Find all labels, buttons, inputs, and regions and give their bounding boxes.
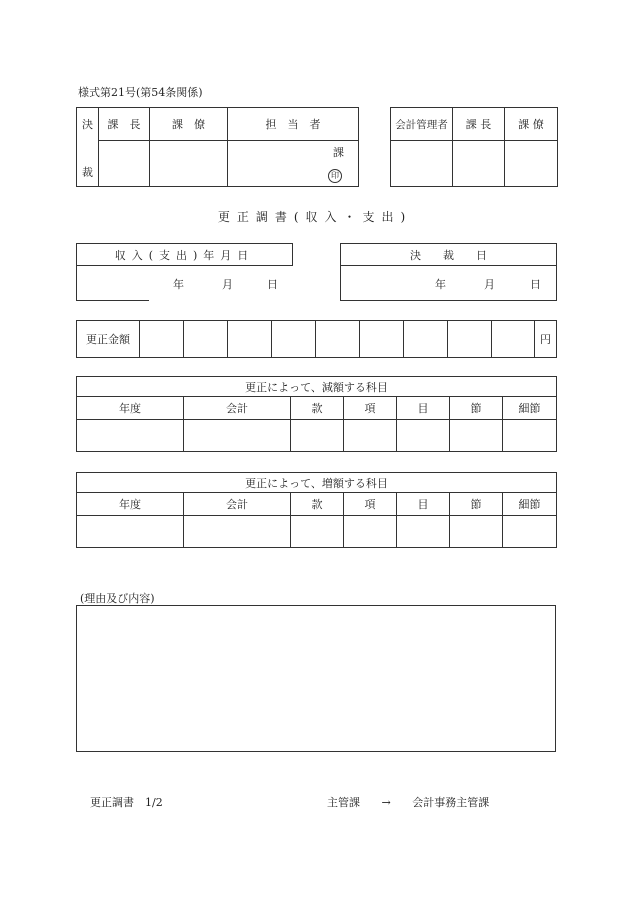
document-title: 更正調書(収入・支出): [217, 210, 413, 224]
increase-setsu-cell[interactable]: [450, 515, 503, 547]
amount-unit: 円: [535, 321, 557, 358]
year-label: 年: [173, 278, 184, 291]
col-saisetsu-header: 細節: [503, 397, 557, 419]
decrease-setsu-cell[interactable]: [450, 419, 503, 451]
amount-digit-cell[interactable]: [404, 321, 448, 358]
col-year-header: 年度: [77, 397, 184, 419]
increase-moku-cell[interactable]: [397, 515, 450, 547]
reason-textarea[interactable]: [76, 605, 556, 752]
kanrisha-header: 会計管理者: [391, 108, 453, 141]
decision-date-header: 決 裁 日: [341, 244, 557, 266]
decrease-title: 更正によって、減額する科目: [77, 377, 557, 397]
karyo-header: 課 僚: [150, 108, 228, 141]
ka-label: 課: [333, 146, 344, 159]
karyo-stamp-cell[interactable]: [150, 141, 228, 187]
col-kan-header: 款: [291, 397, 344, 419]
amount-digit-cell[interactable]: [184, 321, 228, 358]
amount-digit-cell[interactable]: [316, 321, 360, 358]
routing-to: 会計事務主管課: [412, 796, 490, 809]
decrease-kan-cell[interactable]: [291, 419, 344, 451]
increase-kan-cell[interactable]: [291, 515, 344, 547]
form-number: 様式第21号(第54条関係): [78, 86, 203, 99]
col-setsu-header: 節: [450, 493, 503, 515]
approval-table: [76, 107, 359, 187]
amount-label: 更正金額: [77, 321, 140, 358]
seal-icon: 印: [328, 169, 342, 183]
receipt-date-table: [76, 243, 293, 301]
receipt-date-cell[interactable]: [77, 266, 278, 301]
decision-date-cell[interactable]: [341, 266, 557, 301]
karyo2-header: 課 僚: [505, 108, 558, 141]
decision-date-table: [340, 243, 557, 301]
increase-year-cell[interactable]: [77, 515, 184, 547]
increase-kou-cell[interactable]: [344, 515, 397, 547]
amount-table: [76, 320, 557, 358]
decrease-kou-cell[interactable]: [344, 419, 397, 451]
col-account-header: 会計: [184, 397, 291, 419]
tanto-stamp-cell[interactable]: [228, 141, 359, 187]
col-setsu-header: 節: [450, 397, 503, 419]
kacho2-stamp-cell[interactable]: [453, 141, 505, 187]
kacho-header: 課 長: [99, 108, 150, 141]
kacho2-header: 課 長: [453, 108, 505, 141]
increase-title: 更正によって、増額する科目: [77, 473, 557, 493]
amount-digit-cell[interactable]: [448, 321, 492, 358]
month-label: 月: [222, 278, 233, 291]
reason-label: (理由及び内容): [80, 592, 155, 605]
amount-digit-cell[interactable]: [492, 321, 535, 358]
kacho-stamp-cell[interactable]: [99, 141, 150, 187]
year-label: 年: [435, 278, 446, 291]
footer-document-page: 更正調書 1/2: [90, 796, 163, 809]
col-moku-header: 目: [397, 397, 450, 419]
decrease-subject-table: [76, 376, 557, 452]
col-kou-header: 項: [344, 397, 397, 419]
increase-saisetsu-cell[interactable]: [503, 515, 557, 547]
routing-from: 主管課: [327, 796, 360, 809]
amount-digit-cell[interactable]: [228, 321, 272, 358]
kessai-cell: [77, 108, 99, 187]
amount-digit-cell[interactable]: [360, 321, 404, 358]
amount-digit-cell[interactable]: [140, 321, 184, 358]
col-kou-header: 項: [344, 493, 397, 515]
arrow-right-icon: →: [381, 796, 391, 809]
col-kan-header: 款: [291, 493, 344, 515]
day-label: 日: [267, 278, 278, 291]
receipt-date-header: 収入(支出)年月日: [77, 244, 293, 266]
col-account-header: 会計: [184, 493, 291, 515]
col-year-header: 年度: [77, 493, 184, 515]
kessai-bottom-label: 裁: [82, 166, 93, 179]
decrease-saisetsu-cell[interactable]: [503, 419, 557, 451]
kanrisha-stamp-cell[interactable]: [391, 141, 453, 187]
karyo2-stamp-cell[interactable]: [505, 141, 558, 187]
col-saisetsu-header: 細節: [503, 493, 557, 515]
col-moku-header: 目: [397, 493, 450, 515]
month-label: 月: [484, 278, 495, 291]
decrease-year-cell[interactable]: [77, 419, 184, 451]
day-label: 日: [530, 278, 541, 291]
footer-routing: [327, 794, 489, 810]
decrease-account-cell[interactable]: [184, 419, 291, 451]
increase-account-cell[interactable]: [184, 515, 291, 547]
accounting-approval-table: [390, 107, 558, 187]
amount-digit-cell[interactable]: [272, 321, 316, 358]
kessai-top-label: 決: [82, 118, 93, 131]
decrease-moku-cell[interactable]: [397, 419, 450, 451]
tanto-header: 担 当 者: [228, 108, 359, 141]
increase-subject-table: [76, 472, 557, 548]
